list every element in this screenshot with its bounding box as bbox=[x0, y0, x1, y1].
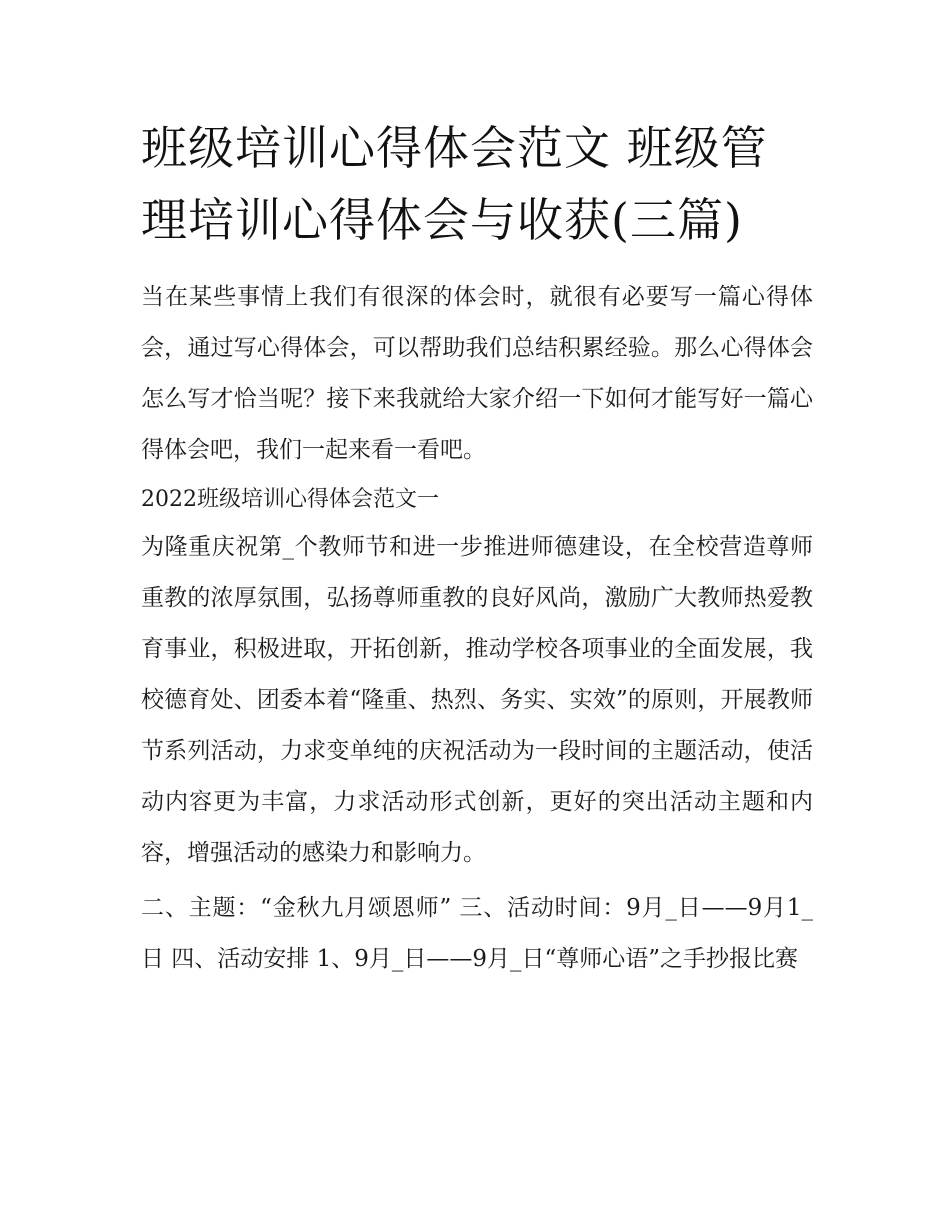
activity-items-paragraph: 二、主题：“金秋九月颂恩师” 三、活动时间：9月_日——9月1_日 四、活动安排 1、9月_日——9月_日“尊师心语”之手抄报比赛 bbox=[141, 895, 813, 972]
document-content bbox=[141, 112, 813, 985]
intro-paragraph: 当在某些事情上我们有很深的体会时，就很有必要写一篇心得体会，通过写心得体会，可以帮助我们总结积累经验。那么心得体会怎么写才恰当呢？接下来我就给大家介绍一下如何才能写好一篇心得体会吧，我们一起来看一看吧。 bbox=[141, 284, 813, 463]
document-title: 班级培训心得体会范文 班级管理培训心得体会与收获(三篇) bbox=[141, 121, 768, 247]
body-paragraph: 为隆重庆祝第_个教师节和进一步推进师德建设，在全校营造尊师重教的浓厚氛围，弘扬尊师重教的良好风尚，激励广大教师热爱教育事业，积极进取，开拓创新，推动学校各项事业的全面发展，我校德育处、团委本着“隆重、热烈、务实、实效”的原则，开展教师节系列活动，力求变单纯的庆祝活动为一段时间的主题活动，使活动内容更为丰富，力求活动形式创新，更好的突出活动主题和内容，增强活动的感染力和影响力。 bbox=[141, 534, 813, 866]
section-heading: 2022班级培训心得体会范文一 bbox=[141, 487, 439, 512]
